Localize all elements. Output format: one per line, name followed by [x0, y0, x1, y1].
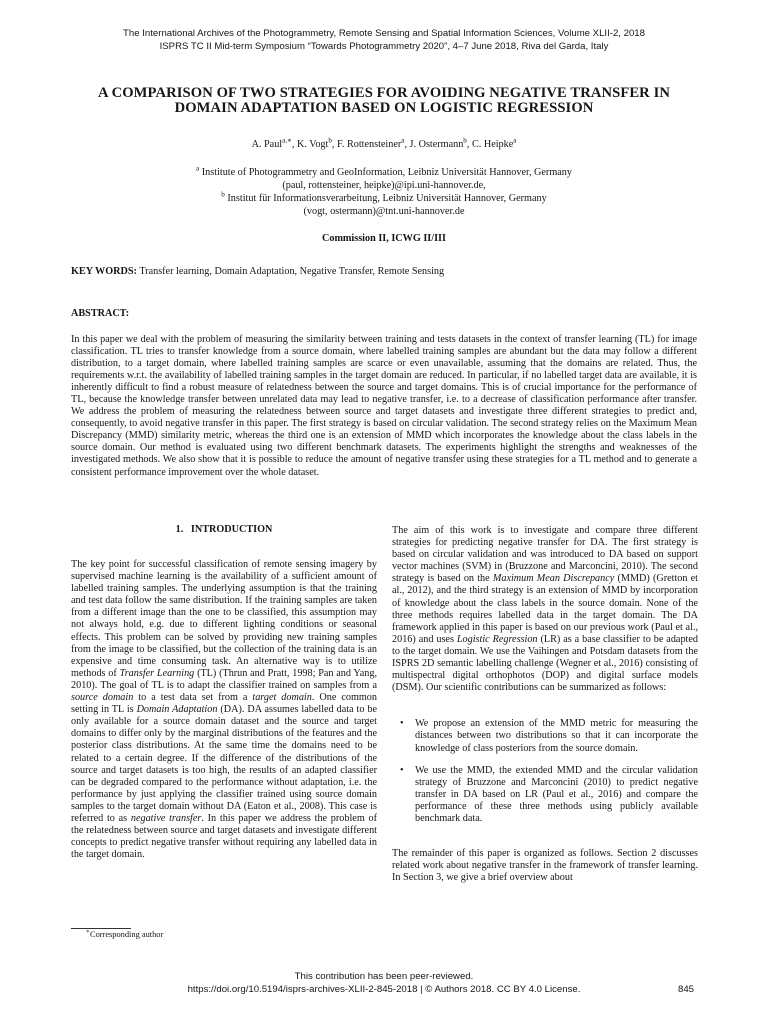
- affiliation-b-email: (vogt, ostermann)@tnt.uni-hannover.de: [303, 206, 465, 217]
- bullet-icon: •: [400, 764, 404, 776]
- header-line-1: The International Archives of the Photogrammetry, Remote Sensing and Spatial Information Sciences, Volume XLII-2, 2018: [123, 28, 645, 39]
- doi-license-line: https://doi.org/10.5194/isprs-archives-XLII-2-845-2018 | © Authors 2018. CC BY 4.0 License.: [187, 984, 581, 995]
- bullet-icon: •: [400, 718, 404, 730]
- abstract-text: In this paper we deal with the problem of measuring the similarity between training and tests datasets in the context of transfer learning (TL) for image classification. TL tries to transfer knowledge from a source domain, where labelled training samples are abundant but the data may follow a different distribution, to a target domain, where labelled training samples are scarce or even unavailable, assuming that the domains are related. Thus, the requirements w.r.t. the availability of labelled training samples in the target domain are reduced. In particular, if no labelled target data are available, it is inherently difficult to find a robust measure of relatedness between the source and target domains. This is of crucial importance for the performance of TL, because the knowledge transfer between unrelated data may lead to negative transfer, i.e. to a decrease of classification performance after transfer. We address the problem of measuring the relatedness between source and target datasets and investigate three different strategies to predict and, consequently, to avoid negative transfer in this paper. The first strategy is based on circular validation. The second strategy relies on the Maximum Mean Discrepancy (MMD) similarity metric, whereas the third one is an extension of MMD which incorporates the knowledge about the class labels in the source domain. Our method is evaluated using two different benchmark datasets. The experiments highlight the strengths and weaknesses of the investigated methods. We also show that it is possible to reduce the amount of negative transfer using these strategies for a TL method and to generate a consistent performance improvement over the whole dataset.: [71, 334, 697, 478]
- header-line-2: ISPRS TC II Mid-term Symposium “Towards Photogrammetry 2020”, 4–7 June 2018, Riva del Garda, Italy: [159, 41, 609, 52]
- intro-paragraph: The key point for successful classification of remote sensing imagery by supervised machine learning is the availability of a sufficient amount of labelled training samples. The underlying assumption is that the training and test data follow the same distribution. If the training samples are taken from a different image than the one to be classified, this assumption may not always hold, e.g. due to different lighting conditions or seasonal effects. This problem can be solved by providing new training samples from the image to be classified, but the collection of the training data is an expensive and time consuming task. An alternative way is to utilize methods of Transfer Learning (TL) (Thrun and Pratt, 1998; Pan and Yang, 2010). The goal of TL is to adapt the classifier trained on samples from a source domain to a test data set from a target domain. One common setting in TL is Domain Adaptation (DA). DA assumes labelled data to be only available for a source domain dataset and the source and target domains to differ only by the marginal distributions of the features and the posterior class distributions. At the same time the domains need to be related to a certain degree. If the difference of the distributions of the source and target datasets is too high, the results of an adapted classifier can be degraded compared to the performance without adaptation, i.e. the performance by just applying the classifier trained using source domain samples to the target domain without DA (Eaton et al., 2008). This case is referred to as negative transfer. In this paper we address the problem of the relatedness between source and target datasets and investigate different concepts to predict negative transfer without requiring any labelled data in the target domain.: [71, 559, 378, 861]
- contribution-list: [392, 718, 698, 825]
- list-item: • We use the MMD, the extended MMD and the circular validation strategy of Bruzzone and Marconcini (2010) to predict negative transfer in DA based on LR (Paul et al., 2016) and compare the performance of these three methods using publicly available benchmark data.: [400, 764, 698, 824]
- author-list: [0, 136, 768, 150]
- aim-paragraph: The aim of this work is to investigate and compare three different strategies for predicting negative transfer for DA. The first strategy is based on circular validation and was introduced to DA based on support vector machines (SVM) in (Bruzzone and Marconcini, 2010). The second strategy is based on the Maximum Mean Discrepancy (MMD) (Gretton et al., 2012), and the third strategy is an extension of MMD by incorporation of knowledge about the class labels in the source domain. None of the three methods requires labelled data in the target domain. The DA framework applied in this paper is based on our previous work (Paul et al., 2016) and uses Logistic Regression (LR) as a base classifier to be adapted to the target domain. We use the Vaihingen and Potsdam datasets from the ISPRS 2D semantic labelling challenge (Wegner et al., 2016) consisting of multispectral digital orthophotos (DOP) and digital surface models (DSM). Our scientific contributions can be summarized as follows:: [392, 525, 699, 694]
- affiliation-a: $^a$ Institute of Photogrammetry and GeoInformation, Leibniz Universität Hannover, Germany: [196, 164, 572, 178]
- affiliation-b: $^b$ Institut für Informationsverarbeitung, Leibniz Universität Hannover, Germany: [221, 190, 547, 204]
- left-column: [71, 524, 377, 861]
- affiliation-a-email: (paul, rottensteiner, heipke)@ipi.uni-hannover.de,: [282, 180, 486, 191]
- author: J. Ostermann$^b$,: [409, 136, 472, 150]
- keywords-text: Transfer learning, Domain Adaptation, Negative Transfer, Remote Sensing: [136, 266, 445, 277]
- page-number: 845: [678, 984, 695, 995]
- commission: Commission II, ICWG II/III: [322, 233, 446, 244]
- peer-review-note: This contribution has been peer-reviewed.: [294, 971, 474, 982]
- keywords-label: KEY WORDS:: [71, 266, 137, 277]
- title-line-2: DOMAIN ADAPTATION BASED ON LOGISTIC REGRESSION: [174, 100, 594, 116]
- author: C. Heipke$^a$: [471, 136, 517, 150]
- outline-paragraph: The remainder of this paper is organized as follows. Section 2 discusses related work about negative transfer in the framework of transfer learning. In Section 3, we give a brief overview about: [392, 848, 698, 884]
- title-line-1: A COMPARISON OF TWO STRATEGIES FOR AVOIDING NEGATIVE TRANSFER IN: [98, 85, 670, 101]
- running-header: [0, 27, 768, 53]
- paper-title: [40, 86, 728, 116]
- keywords: [71, 266, 697, 277]
- abstract-heading: ABSTRACT:: [71, 308, 130, 319]
- right-column: [392, 525, 698, 884]
- footnote: ∗Corresponding author: [86, 929, 164, 939]
- footnote-divider: [71, 928, 131, 929]
- section-heading-introduction: 1. INTRODUCTION: [175, 524, 273, 535]
- author: K. Vogt$^b$,: [297, 136, 337, 150]
- list-item: • We propose an extension of the MMD metric for measuring the distances between two distributions so that it can incorporate the knowledge of class posteriors from the source domain.: [400, 718, 698, 754]
- affiliations: [0, 166, 768, 218]
- author: F. Rottensteiner$^a$,: [337, 136, 410, 150]
- author: A. Paul$^{a,∗}$,: [251, 136, 298, 150]
